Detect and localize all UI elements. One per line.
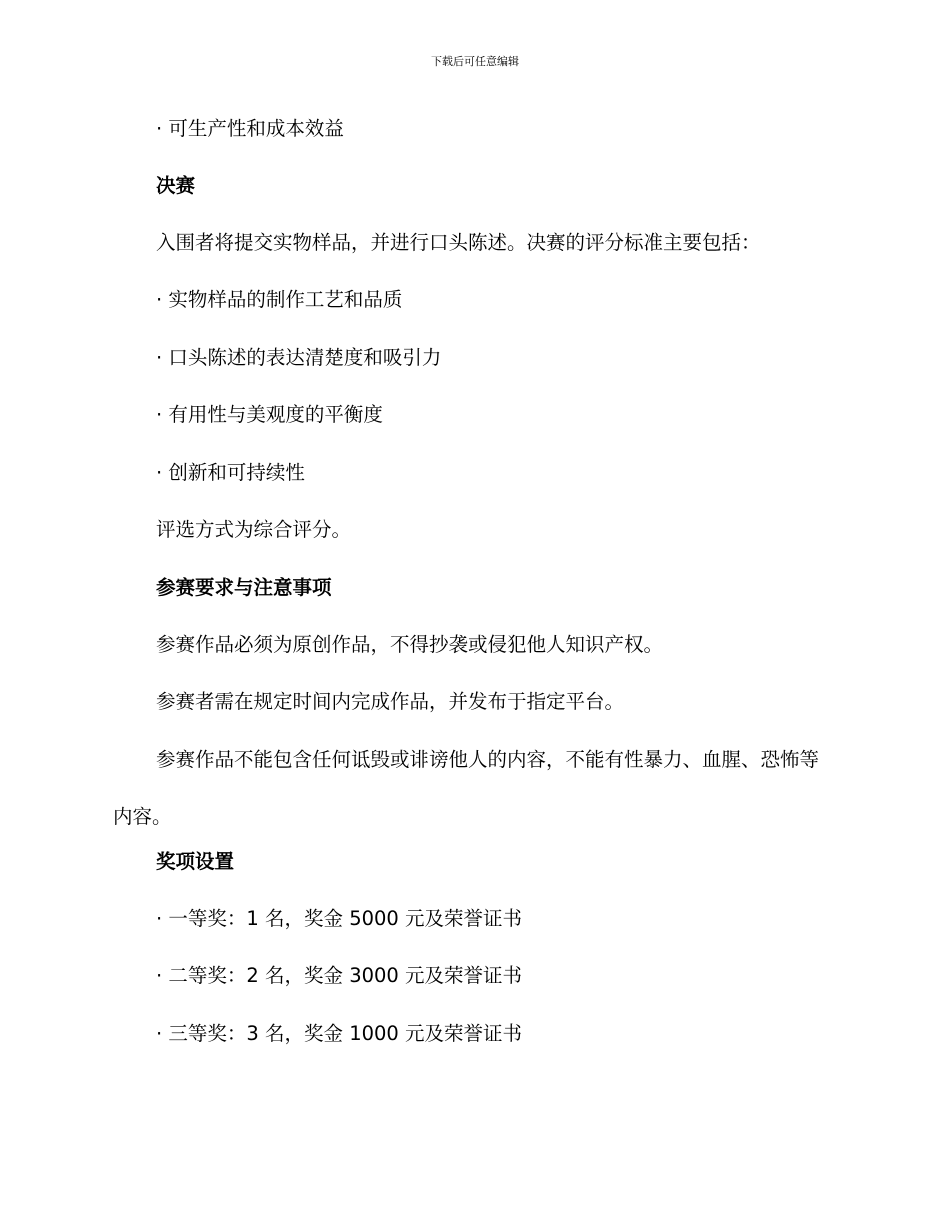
list-item-award: · 三等奖：3 名，奖金 1000 元及荣誉证书 (156, 1022, 523, 1045)
final-intro-paragraph: 入围者将提交实物样品，并进行口头陈述。决赛的评分标准主要包括： (156, 231, 761, 254)
list-item-final-criterion: · 创新和可持续性 (156, 461, 305, 484)
requirement-paragraph: 参赛作品必须为原创作品，不得抄袭或侵犯他人知识产权。 (156, 633, 664, 656)
section-heading-awards: 奖项设置 (156, 850, 235, 873)
list-item-final-criterion: · 实物样品的制作工艺和品质 (156, 288, 403, 311)
requirement-paragraph: 参赛者需在规定时间内完成作品，并发布于指定平台。 (156, 690, 625, 713)
list-item-final-criterion: · 口头陈述的表达清楚度和吸引力 (156, 346, 442, 369)
list-item-award: · 二等奖：2 名，奖金 3000 元及荣誉证书 (156, 964, 523, 987)
list-item-final-criterion: · 有用性与美观度的平衡度 (156, 403, 383, 426)
requirement-paragraph: 参赛作品不能包含任何诋毁或诽谤他人的内容，不能有性暴力、血腥、恐怖等内容。 (113, 748, 820, 828)
list-item-award: · 一等奖：1 名，奖金 5000 元及荣誉证书 (156, 907, 523, 930)
section-heading-final: 决赛 (156, 174, 196, 197)
scoring-method-paragraph: 评选方式为综合评分。 (156, 518, 352, 541)
page-header-note: 下载后可任意编辑 (431, 55, 519, 68)
section-heading-requirements: 参赛要求与注意事项 (156, 576, 332, 599)
list-item-producibility: · 可生产性和成本效益 (156, 117, 344, 140)
